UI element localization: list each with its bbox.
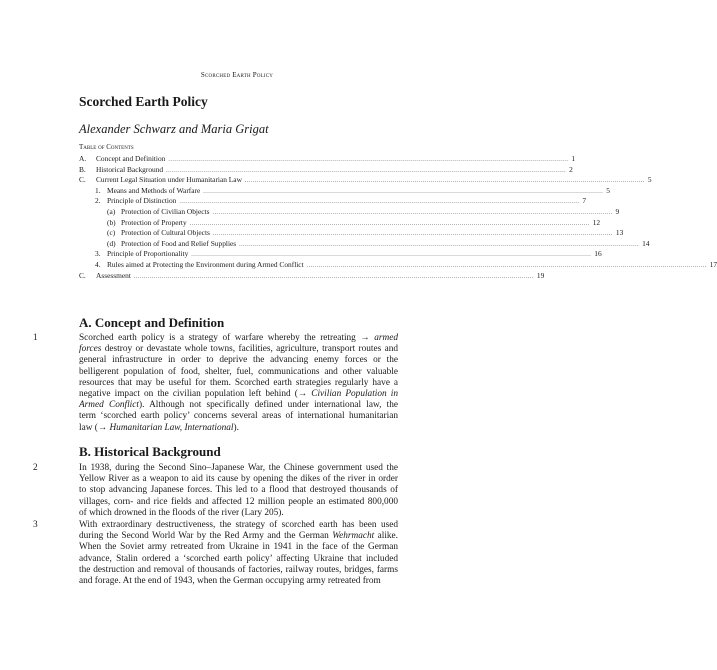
text-run: the destruction and removal of thousands of factories, railway routes, bridges, farms xyxy=(79,564,398,575)
toc-leader-dots: ........................................................................................................................................................................................................ xyxy=(168,157,569,163)
text-run: alike. xyxy=(374,531,399,542)
toc-entry-page: 12 xyxy=(592,217,601,227)
text-run: during the Second World War by the Red Army and the German xyxy=(79,531,333,542)
paragraph-line xyxy=(79,463,398,474)
toc-entry-page: 5 xyxy=(606,185,610,195)
paragraph-line xyxy=(79,531,398,542)
text-run: to stop advancing Japanese forces. This led to a flood that destroyed thousands of xyxy=(79,485,398,496)
text-run: resources that may be useful for them. Scorched earth strategies regularly have a xyxy=(79,377,398,388)
toc-entry-page: 7 xyxy=(582,196,587,206)
toc-entry-page: 5 xyxy=(647,175,652,185)
text-run: With extraordinary destructiveness, the strategy of scorched earth has been used xyxy=(79,520,398,530)
margin-number: 1 xyxy=(33,333,38,343)
toc-entry-label: Means and Methods of Warfare xyxy=(107,185,201,195)
paragraph-line xyxy=(79,344,398,355)
toc-entry-number: C. xyxy=(79,270,86,280)
toc-entry-label: Historical Background xyxy=(96,164,164,174)
toc-entry-label: Concept and Definition xyxy=(96,154,166,163)
text-run: advance, Stalin ordered a ‘scorched earth policy’ affecting Ukraine that included xyxy=(79,553,398,564)
toc-entry-number: 1. xyxy=(95,185,101,195)
toc-entry-page: 16 xyxy=(594,249,602,259)
toc-entry-label: Rules aimed at Protecting the Environment during Armed Conflict xyxy=(107,260,304,269)
toc-entry[interactable] xyxy=(79,164,573,175)
paragraph-line xyxy=(79,411,398,422)
text-run: ). xyxy=(233,422,239,433)
paragraph-line xyxy=(79,400,398,411)
text-run: In 1938, during the Second Sino–Japanese War, the Chinese government used the xyxy=(79,463,398,473)
toc-leader-dots: ........................................................................................................................................................................................................ xyxy=(179,199,580,206)
paragraph-line xyxy=(79,378,398,389)
toc-entry[interactable] xyxy=(79,196,587,206)
toc-entry-number: 2. xyxy=(95,196,101,206)
toc-entry-page: 19 xyxy=(536,270,545,280)
text-run: Yellow River as a weapon to aid its cause by opening the dikes of the river in order xyxy=(79,474,398,485)
toc-leader-dots: ........................................................................................................................................................................................................ xyxy=(212,231,613,238)
paragraph-line xyxy=(79,367,398,378)
text-run: general infrastructure in order to deprive the advancing enemy forces or the xyxy=(79,355,398,366)
running-head: Scorched Earth Policy xyxy=(200,71,274,79)
toc-leader-dots: ........................................................................................................................................................................................................ xyxy=(244,178,645,185)
paragraph-line xyxy=(79,520,398,531)
toc-entry[interactable] xyxy=(79,154,576,164)
toc-entry-number: A. xyxy=(79,154,87,163)
section-b-heading: B. Historical Background xyxy=(79,444,221,459)
paragraph-line xyxy=(79,485,398,496)
text-run: and forage. At the end of 1943, when the German occupying army retreated from xyxy=(79,575,381,586)
toc-entry-number: C. xyxy=(79,175,86,185)
toc-entry-label: Protection of Civilian Objects xyxy=(121,207,210,216)
text-run: Scorched earth policy is a strategy of warfare whereby the retreating → xyxy=(79,333,375,343)
toc-leader-dots: ........................................................................................................................................................................................................ xyxy=(133,273,534,280)
text-run: negative impact on the civilian population left behind (→ xyxy=(79,388,312,399)
toc-entry-number: (a) xyxy=(107,207,116,216)
toc-entry-number: (c) xyxy=(107,228,116,238)
paragraph-line xyxy=(79,576,398,587)
text-run: term ‘scorched earth policy’ concerns several areas of international humanitarian xyxy=(79,411,398,422)
toc-leader-dots: ........................................................................................................................................................................................................ xyxy=(166,167,567,174)
toc-entry[interactable] xyxy=(79,238,650,249)
text-run: belligerent population of food, shelter, fuel, communications and other valuable xyxy=(79,366,398,377)
text-run: When the Soviet army retreated from Ukraine in 1941 in the face of the German xyxy=(79,542,398,553)
toc-entry[interactable] xyxy=(79,217,601,228)
paragraph-line xyxy=(79,474,398,485)
toc-entry[interactable] xyxy=(79,270,545,281)
toc-entry-page: 13 xyxy=(615,228,624,238)
paragraph-line xyxy=(79,508,398,519)
toc-entry-label: Principle of Distinction xyxy=(107,196,177,206)
toc-entry-page: 9 xyxy=(615,207,620,216)
toc-entry[interactable] xyxy=(79,260,717,270)
paragraph-line xyxy=(79,389,398,400)
article-title: Scorched Earth Policy xyxy=(79,94,208,109)
toc-leader-dots: ........................................................................................................................................................................................................ xyxy=(306,263,707,269)
section-b-paragraph-3 xyxy=(79,520,398,587)
paragraph-line xyxy=(79,333,398,344)
paragraph-line xyxy=(79,542,398,553)
toc-entry[interactable] xyxy=(79,207,620,217)
toc-heading: Table of Contents xyxy=(79,143,134,151)
text-run: armed xyxy=(374,333,398,343)
text-run: forces xyxy=(79,344,102,355)
paragraph-line xyxy=(79,423,398,434)
toc-entry-number: B. xyxy=(79,164,86,174)
toc-entry-label: Principle of Proportionality xyxy=(107,249,189,259)
margin-number: 3 xyxy=(33,520,38,530)
article-authors: Alexander Schwarz and Maria Grigat xyxy=(79,122,269,136)
paragraph-line xyxy=(79,565,398,576)
toc-entry-page: 2 xyxy=(569,164,573,174)
toc-entry-page: 1 xyxy=(571,154,576,163)
text-run: ). Although not specifically defined under international law, the xyxy=(138,400,398,411)
toc-entry-page: 17 xyxy=(709,260,717,269)
toc-entry-label: Protection of Food and Relief Supplies xyxy=(121,238,237,248)
toc-entry[interactable] xyxy=(79,185,610,196)
toc-entry-label: Protection of Property xyxy=(121,217,187,227)
section-a-paragraph xyxy=(79,333,398,434)
toc-leader-dots: ........................................................................................................................................................................................................ xyxy=(189,220,590,227)
toc-leader-dots: ........................................................................................................................................................................................................ xyxy=(203,188,604,195)
toc-entry-number: (b) xyxy=(107,217,116,227)
toc-entry-number: 4. xyxy=(95,260,101,269)
section-b-paragraph-2 xyxy=(79,463,398,519)
toc-entry-label: Assessment xyxy=(96,270,131,280)
toc-entry-number: (d) xyxy=(107,238,116,248)
toc-entry[interactable] xyxy=(79,249,602,259)
toc-leader-dots: ........................................................................................................................................................................................................ xyxy=(191,252,592,259)
text-run: destroy or devastate whole towns, facilities, agriculture, transport routes and xyxy=(101,344,398,355)
section-a-heading: A. Concept and Definition xyxy=(79,315,225,330)
toc-entry-label: Protection of Cultural Objects xyxy=(121,228,210,238)
toc-entry-number: 3. xyxy=(95,249,101,259)
text-run: Wehrmacht xyxy=(332,531,375,542)
margin-number: 2 xyxy=(33,463,38,473)
text-run: villages, corn- and rice fields and affected 12 million people an estimated 800,000 xyxy=(79,496,398,507)
paragraph-line xyxy=(79,554,398,565)
toc-leader-dots: ........................................................................................................................................................................................................ xyxy=(239,241,640,248)
text-run: Humanitarian Law, International xyxy=(109,422,234,433)
text-run: law (→ xyxy=(79,422,110,433)
toc-entry[interactable] xyxy=(79,228,624,238)
text-run: of which drowned in the floods of the river (Lary 205). xyxy=(79,507,284,518)
toc-entry[interactable] xyxy=(79,175,652,185)
toc-leader-dots: ........................................................................................................................................................................................................ xyxy=(212,210,613,216)
paragraph-line xyxy=(79,497,398,508)
paragraph-line xyxy=(79,355,398,366)
text-run: Armed Conflict xyxy=(79,400,139,411)
toc-entry-label: Current Legal Situation under Humanitarian Law xyxy=(96,175,242,185)
text-run: Civilian Population in xyxy=(311,388,399,399)
toc-entry-page: 14 xyxy=(642,238,650,248)
